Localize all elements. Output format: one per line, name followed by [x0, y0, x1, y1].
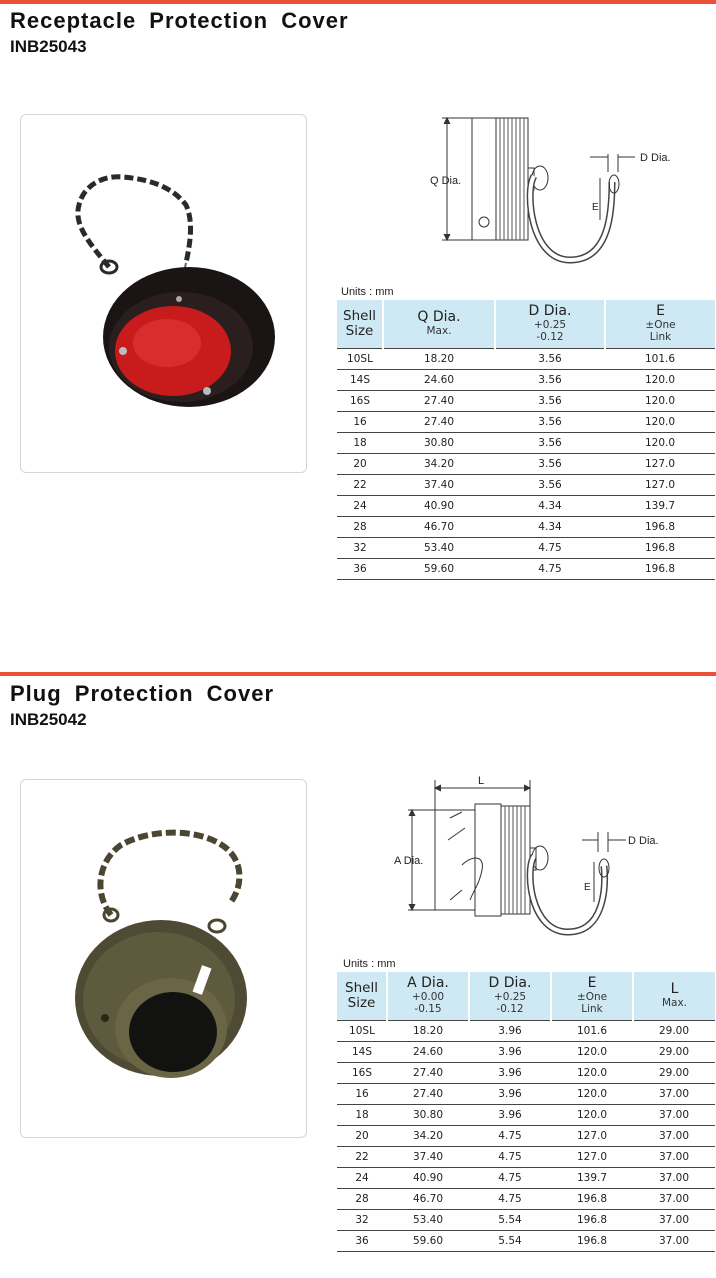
table-row [337, 390, 715, 411]
plug-units: Units : mm [343, 958, 396, 970]
table-cell: 101.6 [605, 348, 715, 369]
header-label: Size [345, 322, 374, 339]
header-sublabel: ±One [645, 319, 676, 332]
table-cell: 16 [337, 1083, 387, 1104]
table-cell: 3.56 [495, 474, 605, 495]
table-row [337, 1125, 715, 1146]
table-cell: 53.40 [387, 1209, 469, 1230]
table-cell: 3.96 [469, 1062, 551, 1083]
table-cell: 37.00 [633, 1104, 715, 1125]
table-cell: 22 [337, 474, 383, 495]
table-cell: 34.20 [387, 1125, 469, 1146]
table-cell: 37.00 [633, 1209, 715, 1230]
table-row [337, 348, 715, 369]
header-label: L [670, 981, 679, 998]
receptacle-cover-image [21, 115, 306, 472]
receptacle-title: Receptacle Protection Cover [10, 8, 349, 33]
table-cell: 4.75 [495, 558, 605, 579]
table-cell: 3.96 [469, 1083, 551, 1104]
table-cell: 4.75 [495, 537, 605, 558]
table-cell: 196.8 [551, 1230, 633, 1251]
header-label: A Dia. [407, 975, 449, 992]
header-sublabel: +0.25 [493, 991, 527, 1004]
table-cell: 196.8 [605, 558, 715, 579]
table-cell: 139.7 [605, 495, 715, 516]
table-cell: 36 [337, 558, 383, 579]
table-cell: 37.00 [633, 1146, 715, 1167]
table-cell: 120.0 [605, 411, 715, 432]
table-cell: 3.56 [495, 390, 605, 411]
table-cell: 120.0 [605, 369, 715, 390]
column-header [337, 972, 387, 1020]
header-sublabel: -0.15 [414, 1003, 442, 1016]
header-label: Size [347, 994, 376, 1011]
table-cell: 37.00 [633, 1230, 715, 1251]
table-cell: 18.20 [387, 1020, 469, 1041]
plug-cover-image [21, 780, 306, 1137]
table-cell: 24 [337, 1167, 387, 1188]
table-cell: 37.40 [383, 474, 495, 495]
table-header-row [337, 300, 715, 348]
table-cell: 18.20 [383, 348, 495, 369]
table-row [337, 1104, 715, 1125]
section-divider-top [0, 0, 716, 4]
table-row [337, 432, 715, 453]
table-row [337, 537, 715, 558]
column-header [605, 300, 715, 348]
table-cell: 29.00 [633, 1041, 715, 1062]
table-row [337, 1209, 715, 1230]
column-header [387, 972, 469, 1020]
table-cell: 3.56 [495, 432, 605, 453]
header-sublabel: -0.12 [536, 331, 564, 344]
table-cell: 20 [337, 1125, 387, 1146]
table-cell: 16 [337, 411, 383, 432]
table-cell: 5.54 [469, 1209, 551, 1230]
receptacle-dimension-drawing [420, 110, 690, 270]
table-cell: 37.00 [633, 1083, 715, 1104]
table-row [337, 1041, 715, 1062]
receptacle-photo [20, 114, 307, 473]
header-sublabel: Max. [426, 325, 452, 338]
table-cell: 127.0 [605, 453, 715, 474]
table-cell: 120.0 [551, 1083, 633, 1104]
table-cell: 29.00 [633, 1062, 715, 1083]
table-cell: 14S [337, 369, 383, 390]
header-label: Shell [345, 979, 378, 996]
table-cell: 40.90 [387, 1167, 469, 1188]
table-cell: 59.60 [387, 1230, 469, 1251]
a-dia-label: A Dia. [394, 855, 424, 867]
receptacle-units: Units : mm [341, 286, 394, 298]
table-cell: 3.56 [495, 411, 605, 432]
table-cell: 4.34 [495, 516, 605, 537]
table-cell: 127.0 [605, 474, 715, 495]
header-label: D Dia. [488, 975, 532, 992]
table-cell: 20 [337, 453, 383, 474]
table-cell: 16S [337, 390, 383, 411]
plug-dimension-drawing [390, 770, 700, 940]
header-sublabel: -0.12 [496, 1003, 524, 1016]
table-cell: 46.70 [383, 516, 495, 537]
table-cell: 139.7 [551, 1167, 633, 1188]
table-cell: 46.70 [387, 1188, 469, 1209]
table-cell: 4.75 [469, 1167, 551, 1188]
table-cell: 36 [337, 1230, 387, 1251]
table-cell: 28 [337, 1188, 387, 1209]
header-label: E [656, 303, 665, 320]
table-cell: 28 [337, 516, 383, 537]
table-cell: 40.90 [383, 495, 495, 516]
table-cell: 32 [337, 537, 383, 558]
table-row [337, 1188, 715, 1209]
table-cell: 29.00 [633, 1020, 715, 1041]
column-header [383, 300, 495, 348]
table-row [337, 1083, 715, 1104]
header-label: Q Dia. [417, 309, 461, 326]
table-cell: 30.80 [387, 1104, 469, 1125]
column-header [551, 972, 633, 1020]
table-row [337, 1146, 715, 1167]
table-cell: 37.00 [633, 1167, 715, 1188]
header-label: D Dia. [528, 303, 572, 320]
table-cell: 3.96 [469, 1041, 551, 1062]
e-label: E [592, 202, 599, 213]
header-label: E [587, 975, 597, 992]
table-cell: 27.40 [387, 1083, 469, 1104]
table-row [337, 474, 715, 495]
table-cell: 24.60 [387, 1041, 469, 1062]
table-cell: 5.54 [469, 1230, 551, 1251]
table-cell: 37.40 [387, 1146, 469, 1167]
table-cell: 4.75 [469, 1146, 551, 1167]
table-row [337, 558, 715, 579]
table-row [337, 411, 715, 432]
q-dia-label: Q Dia. [430, 175, 462, 187]
table-cell: 101.6 [551, 1020, 633, 1041]
table-cell: 27.40 [383, 411, 495, 432]
header-sublabel: Link [581, 1003, 603, 1016]
table-cell: 18 [337, 1104, 387, 1125]
table-cell: 120.0 [551, 1104, 633, 1125]
table-cell: 27.40 [387, 1062, 469, 1083]
header-sublabel: Link [649, 331, 672, 344]
table-cell: 53.40 [383, 537, 495, 558]
column-header [337, 300, 383, 348]
header-sublabel: Max. [661, 997, 688, 1010]
d-dia-label: D Dia. [640, 152, 671, 164]
table-cell: 127.0 [551, 1146, 633, 1167]
table-cell: 196.8 [551, 1188, 633, 1209]
table-cell: 37.00 [633, 1125, 715, 1146]
header-sublabel: +0.25 [533, 319, 567, 332]
e-label: E [584, 882, 591, 893]
column-header [495, 300, 605, 348]
table-cell: 22 [337, 1146, 387, 1167]
table-cell: 4.75 [469, 1125, 551, 1146]
table-row [337, 516, 715, 537]
table-row [337, 1062, 715, 1083]
table-cell: 3.96 [469, 1020, 551, 1041]
plug-part-number: INB25042 [10, 710, 87, 729]
column-header [469, 972, 551, 1020]
table-cell: 4.75 [469, 1188, 551, 1209]
table-cell: 120.0 [605, 390, 715, 411]
table-cell: 4.34 [495, 495, 605, 516]
table-cell: 18 [337, 432, 383, 453]
table-cell: 27.40 [383, 390, 495, 411]
table-cell: 120.0 [551, 1062, 633, 1083]
table-cell: 196.8 [605, 516, 715, 537]
column-header [633, 972, 715, 1020]
table-cell: 3.56 [495, 369, 605, 390]
table-cell: 196.8 [551, 1209, 633, 1230]
table-cell: 32 [337, 1209, 387, 1230]
table-row [337, 1167, 715, 1188]
table-row [337, 1020, 715, 1041]
table-cell: 14S [337, 1041, 387, 1062]
table-row [337, 1230, 715, 1251]
section-divider-middle [0, 672, 716, 676]
table-row [337, 495, 715, 516]
table-cell: 3.56 [495, 348, 605, 369]
table-cell: 16S [337, 1062, 387, 1083]
table-cell: 10SL [337, 1020, 387, 1041]
plug-photo [20, 779, 307, 1138]
plug-title: Plug Protection Cover [10, 681, 275, 706]
table-cell: 3.56 [495, 453, 605, 474]
table-cell: 120.0 [605, 432, 715, 453]
table-cell: 30.80 [383, 432, 495, 453]
receptacle-spec-table [337, 300, 715, 580]
header-sublabel: ±One [576, 991, 608, 1004]
receptacle-part-number: INB25043 [10, 37, 87, 56]
l-label: L [478, 775, 485, 787]
table-row [337, 453, 715, 474]
header-label: Shell [343, 307, 376, 324]
d-dia-label: D Dia. [628, 835, 659, 847]
table-cell: 34.20 [383, 453, 495, 474]
table-row [337, 369, 715, 390]
header-sublabel: +0.00 [411, 991, 445, 1004]
plug-spec-table [337, 972, 715, 1252]
table-cell: 196.8 [605, 537, 715, 558]
table-cell: 24 [337, 495, 383, 516]
table-cell: 120.0 [551, 1041, 633, 1062]
table-cell: 24.60 [383, 369, 495, 390]
table-cell: 59.60 [383, 558, 495, 579]
table-cell: 37.00 [633, 1188, 715, 1209]
table-header-row [337, 972, 715, 1020]
table-cell: 10SL [337, 348, 383, 369]
table-cell: 127.0 [551, 1125, 633, 1146]
table-cell: 3.96 [469, 1104, 551, 1125]
